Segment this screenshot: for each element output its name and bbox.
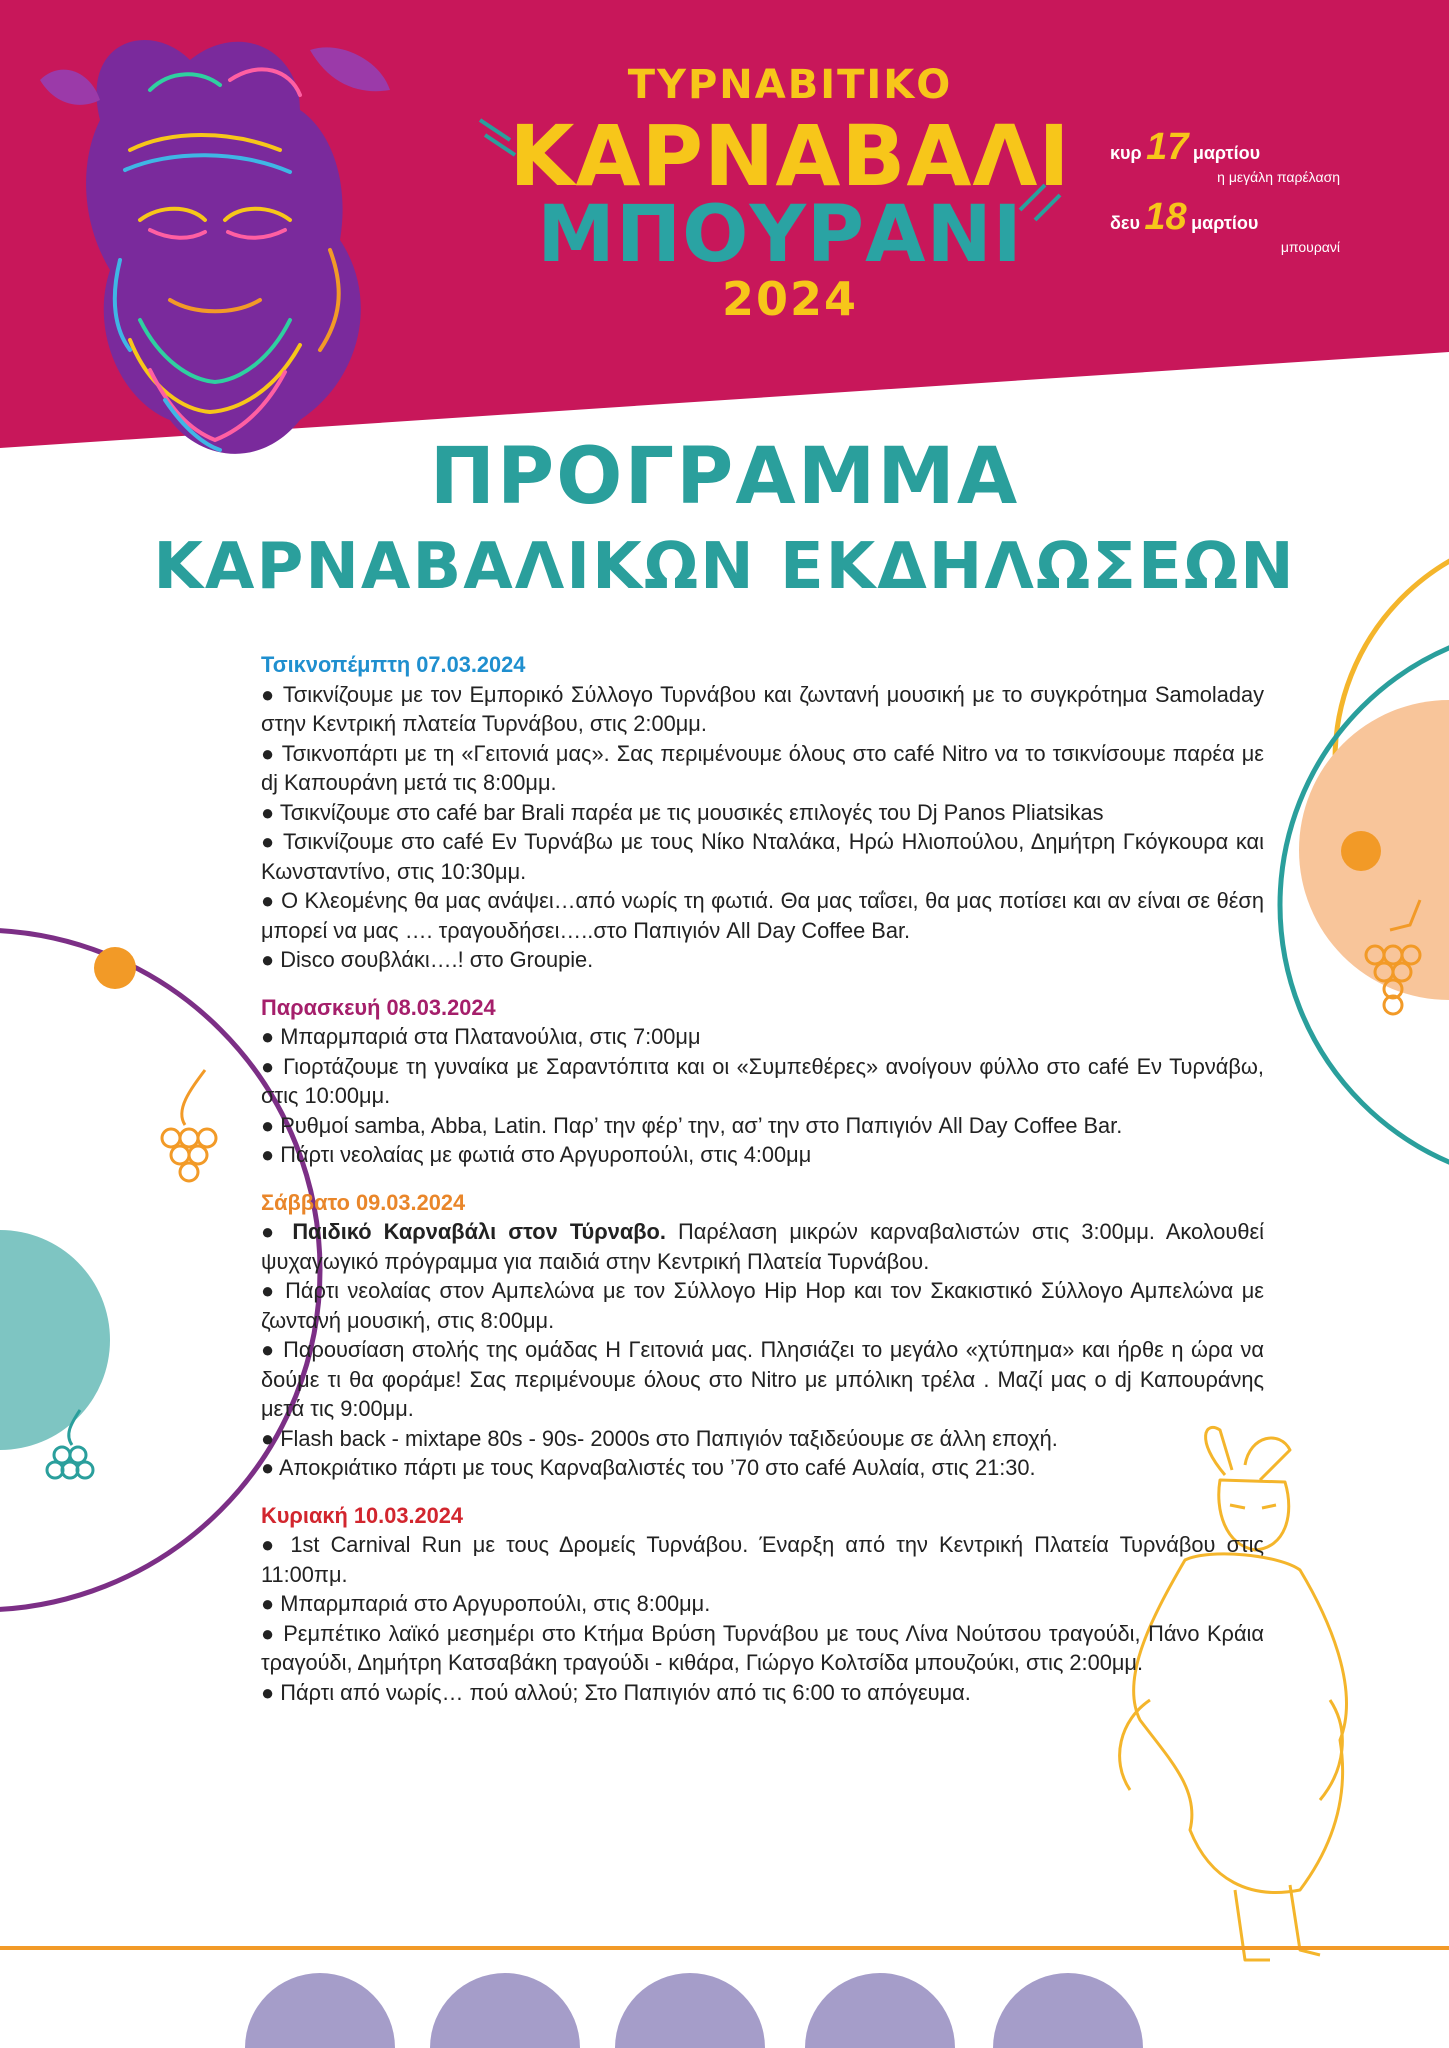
left-teal-half <box>0 1230 110 1450</box>
event-item: ● Πάρτι νεολαίας με φωτιά στο Αργυροπούλι, στις 4:00μμ <box>261 1142 812 1167</box>
event-item: ● 1st Carnival Run με τους Δρομείς Τυρνάβου. Έναρξη από την Κεντρική Πλατεία Τυρνάβου στις 11:00πμ. <box>261 1532 1264 1587</box>
event-item-highlight: ● Παιδικό Καρναβάλι στον Τύρναβο. <box>261 1219 666 1244</box>
day-section <box>261 1188 1264 1483</box>
program-list <box>261 650 1264 1725</box>
event-item: ● Τσικνίζουμε με τον Εμπορικό Σύλλογο Τυρνάβου και ζωντανή μουσική με το συγκρότημα Samoladay στην Κεντρική πλατεία Τυρνάβου, στις 2:00μμ. <box>261 681 1264 736</box>
event-date-day: κυρ <box>1110 143 1142 163</box>
event-date-month: μαρτίου <box>1191 213 1259 233</box>
event-item: ● Disco σουβλάκι….! στο Groupie. <box>261 947 594 972</box>
event-item: ● Τσικνίζουμε στο café Εν Τυρνάβω με τους Νίκο Νταλάκα, Ηρώ Ηλιοπούλου, Δημήτρη Γκόγκουρα και Κωνσταντίνο, στις 10:30μμ. <box>261 829 1264 884</box>
brand-title: ΚΑΡΝΑΒΑΛΙ <box>509 107 1071 205</box>
right-orange-dot <box>1341 831 1381 871</box>
event-date-1 <box>1110 126 1340 185</box>
brand-subtitle: ΤΥΡΝΑΒΙΤΙΚΟ <box>627 62 953 108</box>
bottom-circles <box>245 1973 1143 2048</box>
event-item: ● Πάρτι από νωρίς… πού αλλού; Στο Παπιγιόν από τις 6:00 το απόγευμα. <box>261 1679 971 1705</box>
event-item: ● Πάρτι νεολαίας στον Αμπελώνα με τον Σύλλογο Hip Hop και τον Σκακιστικό Σύλλογο Αμπελώνα με ζωντανή μουσική, στις 8:00μμ. <box>261 1278 1264 1333</box>
event-item: ● Αποκριάτικο πάρτι με τους Καρναβαλιστές του ’70 στο café Αυλαία, στις 21:30. <box>261 1455 1036 1480</box>
event-item: ● Τσικνίζουμε στο café bar Brali παρέα με τις μουσικές επιλογές του Dj Panos Pliatsikas <box>261 799 1104 825</box>
day-section <box>261 993 1264 1170</box>
day-section <box>261 1501 1264 1708</box>
event-date-day: δευ <box>1110 213 1140 233</box>
event-date-month: μαρτίου <box>1192 143 1261 163</box>
event-item: ● Ρεμπέτικο λαϊκό μεσημέρι στο Κτήμα Βρύση Τυρνάβου με τους Λίνα Νούτσου τραγούδι, Πάνο Κράια τραγούδι, Δημήτρη Κατσαβάκη τραγούδι - κιθάρα, Γιώργο Κολτσίδα μπουζούκι, στις 2:00μμ. <box>261 1620 1264 1675</box>
event-item: ● Flash back - mixtape 80s - 90s- 2000s στο Παπιγιόν ταξιδεύουμε σε άλλη εποχή. <box>261 1425 1058 1451</box>
page-subtitle: ΚΑΡΝΑΒΑΛΙΚΩΝ ΕΚΔΗΛΩΣΕΩΝ <box>153 530 1296 604</box>
event-date-number: 17 <box>1146 126 1189 168</box>
brand-year: 2024 <box>721 272 859 326</box>
left-orange-dot <box>94 947 136 989</box>
event-item <box>261 1217 1264 1276</box>
event-item: ● Γιορτάζουμε τη γυναίκα με Σαραντόπιτα και οι «Συμπεθέρες» ανοίγουν φύλλο στο café Εν Τυρνάβω, στις 10:00μμ. <box>261 1053 1264 1108</box>
event-item: ● Ο Κλεομένης θα μας ανάψει…από νωρίς τη φωτιά. Θα μας ταΐσει, θα μας ποτίσει και αν είναι σε θέση μπορεί να μας …. τραγουδήσει…..στο Παπιγιόν All Day Coffee Bar. <box>261 888 1264 943</box>
day-heading: Τσικνοπέμπτη 07.03.2024 <box>261 652 526 677</box>
brand-title-second: ΜΠΟΥΡΑΝΙ <box>537 190 1023 280</box>
event-item: ● Μπαρμπαριά στο Αργυροπούλι, στις 8:00μμ. <box>261 1591 711 1616</box>
day-heading: Παρασκευή 08.03.2024 <box>261 994 496 1020</box>
event-date-note: μπουρανί <box>1280 239 1340 255</box>
event-item: ● Ρυθμοί samba, Abba, Latin. Παρ’ την φέρ’ την, ασ’ την στο Παπιγιόν All Day Coffee Bar. <box>261 1112 1123 1138</box>
event-date-2 <box>1110 196 1340 255</box>
event-item: ● Τσικνοπάρτι με τη «Γειτονιά μας». Σας περιμένουμε όλους στο café Nitro να το τσικνίσουμε παρέα με dj Καπουράνη μετά τις 8:00μμ. <box>261 740 1264 795</box>
event-item: ● Παρουσίαση στολής της ομάδας Η Γειτονιά μας. Πλησιάζει το μεγάλο «χτύπημα» και ήρθε η ώρα να δούμε τι θα φοράμε! Σας περιμένουμε όλους στο Nitro με μπόλικη τρέλα . Μαζί μας ο dj Καπουράνης μετά τις 9:00μμ. <box>261 1337 1264 1421</box>
day-heading: Σάββατο 09.03.2024 <box>261 1189 466 1215</box>
event-date-note: η μεγάλη παρέλαση <box>1217 169 1340 185</box>
bottom-rule <box>0 1946 1449 1950</box>
event-date-number: 18 <box>1144 196 1187 238</box>
event-item-text: Παρέλαση μικρών καρναβαλιστών στις 3:00μμ. Ακολουθεί ψυχαγωγικό πρόγραμμα για παιδιά στην Κεντρική Πλατεία Τυρνάβου. <box>261 1219 1264 1274</box>
day-section <box>261 650 1264 975</box>
grape-icon <box>162 1070 216 1181</box>
event-item: ● Μπαρμπαριά στα Πλατανούλια, στις 7:00μμ <box>261 1024 701 1049</box>
page-title: ΠΡΟΓΡΑΜΜΑ <box>429 432 1020 522</box>
day-heading: Κυριακή 10.03.2024 <box>261 1502 463 1528</box>
